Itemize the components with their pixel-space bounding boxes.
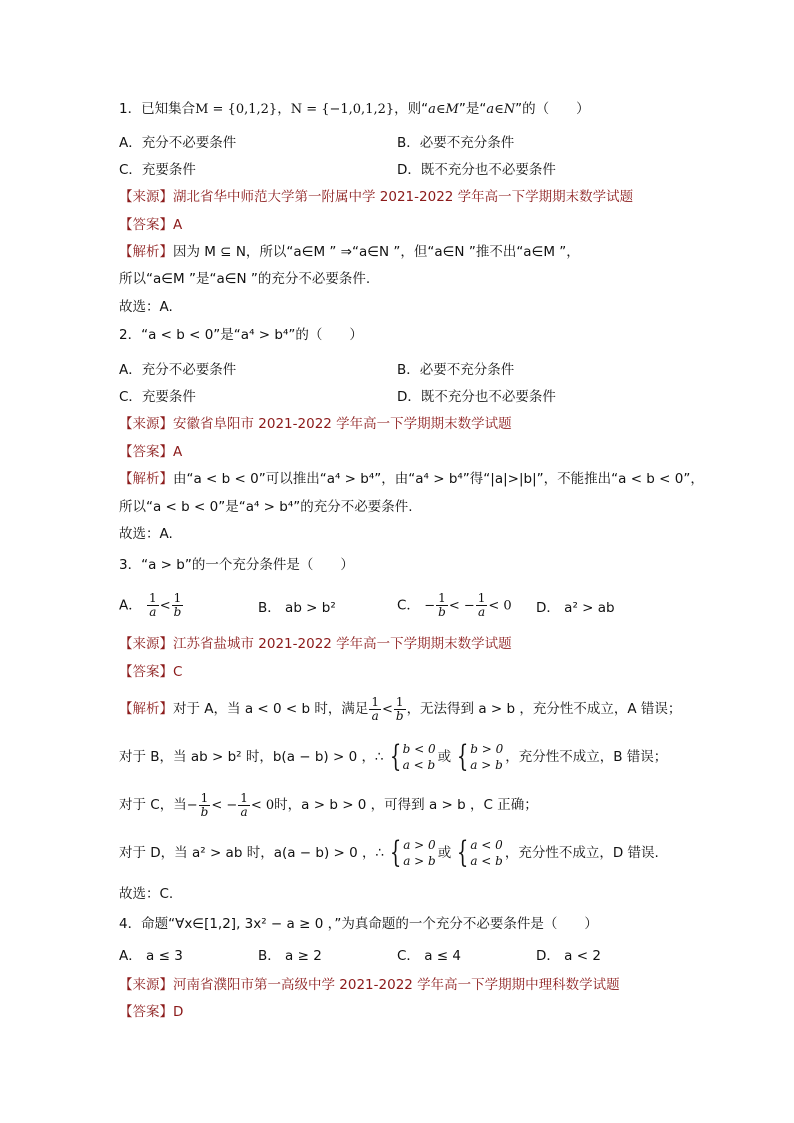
q3-option-b[interactable]: B． ab > b² [258,600,336,616]
q3-source: 【来源】江苏省盐城市 2021-2022 学年高一下学期期末数学试题 [119,636,512,652]
q4-option-d[interactable]: D． a < 2 [536,948,601,964]
q2-stem: 2．“a < b < 0”是“a⁴ > b⁴”的（ ） [119,327,363,343]
q2-option-d[interactable]: D．既不充分也不必要条件 [397,389,556,405]
analysis-tag: 【解析】 [119,471,173,487]
equation-system: { a < 0 a < b [457,835,503,870]
fraction: $\frac{1}{b}$ [200,790,209,819]
equation-system: { b < 0 a < b [389,739,436,774]
q1-option-d[interactable]: D．既不充分也不必要条件 [397,162,556,178]
fraction: $\frac{1}{a}$ [149,591,157,619]
fraction: $\frac{1}{a}$ [477,591,486,619]
equation-system: { a > 0 a > b [389,835,436,870]
q3-analysis-line2: 对于 B，当 ab > b² 时，b(a − b) > 0 ，∴ { b < 0 a < b 或 { b > 0 a > b ，充分性不成立，B 错误； [119,739,668,774]
analysis-tag: 【解析】 [119,701,173,717]
q3-analysis-line1: 【解析】对于 A，当 a < 0 < b 时，满足 $\frac{1}{a}$ < $\frac{1}{b}$ ，无法得到 a > b ，充分性不成立，A 错误； [119,694,682,723]
q3-option-a[interactable]: A． $\frac{1}{a}$ < $\frac{1}{b}$ [119,591,182,619]
q4-source: 【来源】河南省濮阳市第一高级中学 2021-2022 学年高一下学期期中理科数学试题 [119,977,620,993]
q4-option-b[interactable]: B． a ≥ 2 [258,948,322,964]
fraction: $\frac{1}{a}$ [240,790,248,819]
q3-analysis-line3: 对于 C，当− $\frac{1}{b}$ < − $\frac{1}{a}$ < 0时，a > b > 0 ，可得到 a > b ，C 正确； [119,790,538,819]
q3-option-c[interactable]: C． − $\frac{1}{b}$ < − $\frac{1}{a}$ < 0 [397,591,512,619]
q2-option-b[interactable]: B．必要不充分条件 [397,362,515,378]
q4-stem: 4．命题“∀x∈[1,2], 3x² − a ≥ 0 ，”为真命题的一个充分不必要条件是（ ） [119,916,598,932]
q3-answer: 【答案】C [119,664,183,680]
q2-option-c[interactable]: C．充要条件 [119,389,196,405]
q3-conclusion: 故选：C. [119,886,174,902]
fraction: $\frac{1}{b}$ [173,591,182,619]
q3-analysis-line4: 对于 D，当 a² > ab 时，a(a − b) > 0 ，∴ { a > 0 a > b 或 { a < 0 a < b ，充分性不成立，D 错误. [119,835,659,870]
q3-stem: 3．“a > b”的一个充分条件是（ ） [119,557,354,573]
q1-option-a[interactable]: A．充分不必要条件 [119,135,237,151]
fraction: $\frac{1}{b}$ [438,591,446,619]
q2-analysis-line1: 【解析】由“a < b < 0”可以推出“a⁴ > b⁴”，由“a⁴ > b⁴”得“|a|>|b|”，不能推出“a < b < 0”， [119,471,704,487]
q4-option-a[interactable]: A． a ≤ 3 [119,948,183,964]
q2-source: 【来源】安徽省阜阳市 2021-2022 学年高一下学期期末数学试题 [119,416,512,432]
q2-analysis-line2: 所以“a < b < 0”是“a⁴ > b⁴”的充分不必要条件. [119,499,413,515]
q1-analysis-line2: 所以“a∈M ”是“a∈N ”的充分不必要条件. [119,271,371,287]
q1-answer: 【答案】A [119,217,183,233]
equation-system: { b > 0 a > b [456,739,504,774]
q1-option-b[interactable]: B．必要不充分条件 [397,135,515,151]
analysis-tag: 【解析】 [119,244,173,260]
q1-analysis-line1: 【解析】因为 M ⊆ N，所以“a∈M ” ⇒“a∈N ”，但“a∈N ”推不出“a∈M ”， [119,244,580,260]
q1-option-c[interactable]: C．充要条件 [119,162,196,178]
q1-source: 【来源】湖北省华中师范大学第一附属中学 2021-2022 学年高一下学期期末数学试题 [119,189,634,205]
fraction: $\frac{1}{b}$ [395,694,404,723]
fraction: $\frac{1}{a}$ [371,694,379,723]
q4-answer: 【答案】D [119,1004,184,1020]
q4-option-c[interactable]: C． a ≤ 4 [397,948,461,964]
q2-option-a[interactable]: A．充分不必要条件 [119,362,237,378]
q1-conclusion: 故选：A. [119,299,173,315]
q2-conclusion: 故选：A. [119,526,173,542]
q2-answer: 【答案】A [119,444,183,460]
q3-option-d[interactable]: D． a² > ab [536,600,615,616]
q1-stem: 1．已知集合M = {0,1,2}，N = {−1,0,1,2}，则“a∈M”是“a∈N”的（ ） [119,101,590,117]
